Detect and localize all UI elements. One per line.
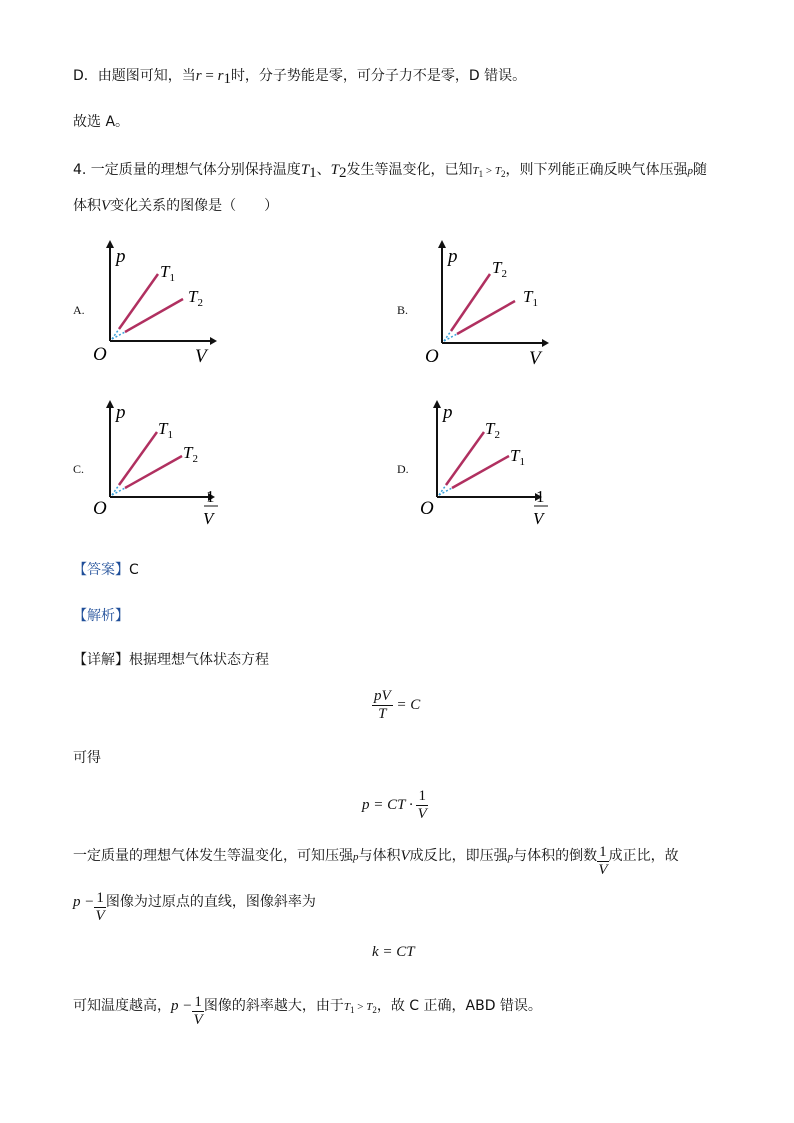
x-label-numerator: 1 <box>536 487 545 506</box>
answer-value: C <box>129 562 139 578</box>
analysis-tag: 【解析】 <box>73 608 129 624</box>
dash-lower <box>112 488 125 495</box>
line-upper <box>119 274 158 329</box>
upper-line-label: $T_2$ <box>485 419 500 441</box>
detail-paragraph-1: 一定质量的理想气体发生等温变化，可知压强p与体积V成反比，即压强p与体积的倒数 $\frac{1}{V}$ 成正比，故 <box>73 844 679 878</box>
y-axis-arrow <box>433 400 441 408</box>
equation-p: p = CT · $\frac{1}{V}$ <box>362 788 427 822</box>
origin-label: O <box>420 498 434 519</box>
origin-label: O <box>93 498 107 519</box>
answer-tag: 【答案】 <box>73 562 129 578</box>
line-lower <box>457 301 515 334</box>
upper-line-label: $T_1$ <box>158 419 173 441</box>
equation-slope: k = CT <box>372 944 415 960</box>
y-axis-arrow <box>106 400 114 408</box>
detail-intro: 【详解】根据理想气体状态方程 <box>73 652 269 668</box>
dash-upper <box>439 485 446 495</box>
y-label: p <box>448 246 458 267</box>
option-d-label[interactable]: D. <box>397 462 409 476</box>
lower-line-label: $T_1$ <box>523 287 538 309</box>
question-line-2: 体积V变化关系的图像是（ ） <box>73 198 279 214</box>
line-lower <box>125 456 182 488</box>
line-lower <box>452 456 509 488</box>
y-label: p <box>443 402 453 423</box>
graph-option-b <box>417 238 557 368</box>
x-axis-arrow <box>210 337 217 345</box>
dash-upper <box>444 331 451 341</box>
lower-line-label: $T_2$ <box>183 443 198 465</box>
detail-paragraph-2: p − $\frac{1}{V}$ 图像为过原点的直线，图像斜率为 <box>73 890 316 924</box>
y-axis-arrow <box>106 240 114 248</box>
dash-lower <box>444 334 457 341</box>
dash-lower <box>112 332 125 339</box>
line-upper <box>119 432 157 485</box>
dash-lower <box>439 488 452 495</box>
y-label: p <box>116 402 126 423</box>
option-c-label[interactable]: C. <box>73 462 85 476</box>
origin-label: O <box>425 346 439 367</box>
prev-conclusion: 故选 A。 <box>73 114 130 130</box>
x-label-denominator: V <box>203 509 214 528</box>
x-label: V <box>529 348 541 368</box>
line-upper <box>446 432 484 485</box>
line-lower <box>125 299 183 332</box>
detail-tag: 【详解】 <box>73 652 129 668</box>
dash-upper <box>112 329 119 339</box>
upper-line-label: $T_2$ <box>492 258 507 280</box>
graph-option-d <box>412 398 562 533</box>
x-label: V <box>195 346 207 367</box>
detail-paragraph-3: 可知温度越高，p − $\frac{1}{V}$ 图像的斜率越大，由于$T_1 > T_2$，故 C 正确，ABD 错误。 <box>73 994 542 1028</box>
question-line-1: 4. 一定质量的理想气体分别保持温度$T_1$、$T_2$发生等温变化，已知$T_1 > T_2$，则下列能正确反映气体压强p随 <box>73 162 707 181</box>
lower-line-label: $T_2$ <box>188 287 203 309</box>
option-a-label[interactable]: A. <box>73 303 85 317</box>
y-label: p <box>116 246 126 267</box>
prev-d-statement: D．由题图可知，当$r = r_1$时，分子势能是零，可分子力不是零，D 错误。 <box>73 68 527 87</box>
line-upper <box>451 274 490 331</box>
x-label-denominator: V <box>533 509 544 528</box>
equation-state: $\frac{pV}{T}$ = C <box>374 688 421 722</box>
upper-line-label: $T_1$ <box>160 262 175 284</box>
answer-line <box>73 560 139 580</box>
x-axis-arrow <box>542 339 549 347</box>
x-label-numerator: 1 <box>206 487 215 506</box>
option-b-label[interactable]: B. <box>397 303 409 317</box>
y-axis-arrow <box>438 240 446 248</box>
origin-label: O <box>93 344 107 365</box>
graph-option-a <box>85 238 225 368</box>
dash-upper <box>112 485 119 495</box>
lower-line-label: $T_1$ <box>510 446 525 468</box>
graph-option-c <box>85 398 235 533</box>
keyi-text: 可得 <box>73 750 101 766</box>
